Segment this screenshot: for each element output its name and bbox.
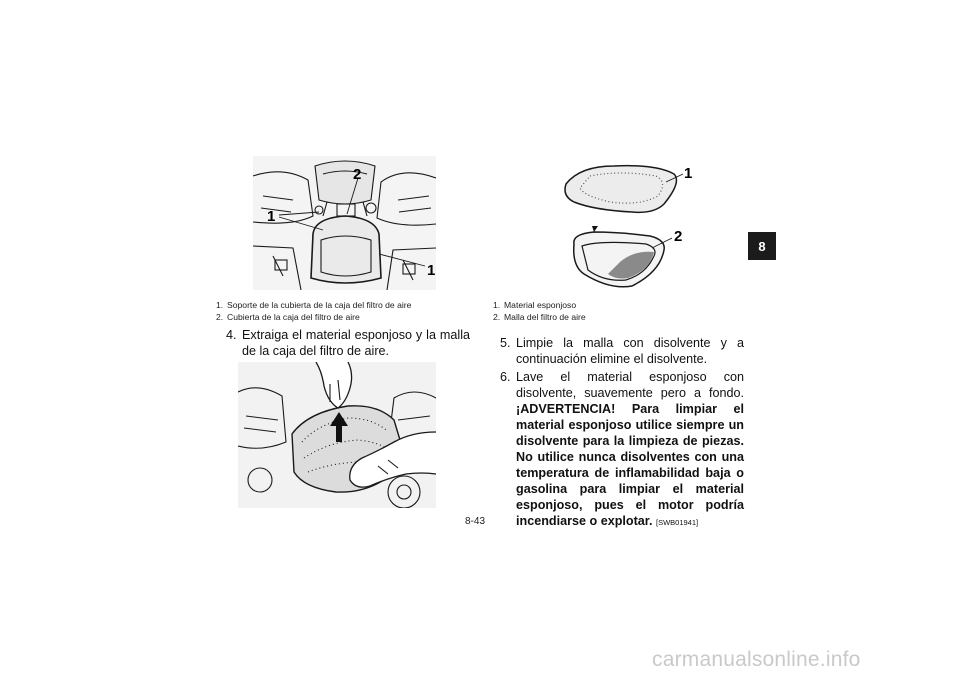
chapter-tab: 8 bbox=[748, 232, 776, 260]
figure-air-filter-case-cover bbox=[253, 156, 436, 290]
step-5: 5. Limpie la malla con disolvente y a continuación elimine el disolvente. bbox=[500, 336, 744, 366]
caption-item: 2. Cubierta de la caja del filtro de aire bbox=[216, 312, 360, 322]
step-4: 4. Extraiga el material esponjoso y la malla de la caja del filtro de aire. bbox=[226, 328, 470, 358]
page-number: 8-43 bbox=[465, 516, 486, 527]
figure-sponge-and-mesh bbox=[560, 162, 700, 292]
warning-text: ¡ADVERTENCIA! Para limpiar el material esponjoso utilice siempre un disolvente para la limpieza de piezas. No utilice nunca disolventes con una temperatura de inflamabilidad baja o gasolina para limpiar el material esponjoso, pues el motor podría incendiarse o explotar. bbox=[516, 402, 744, 528]
callout-1-right: 1 bbox=[427, 262, 436, 279]
figure-left-caption bbox=[216, 299, 486, 323]
figure-right-caption bbox=[493, 299, 743, 323]
caption-item: 2. Malla del filtro de aire bbox=[493, 312, 586, 322]
warning-code: [SWB01941] bbox=[655, 518, 699, 527]
figure-remove-sponge bbox=[238, 362, 436, 508]
watermark: carmanualsonline.info bbox=[652, 648, 861, 671]
callout-1: 1 bbox=[684, 165, 693, 182]
step-6: 6. Lave el material esponjoso con disolvente, suavemente pero a fondo. ¡ADVERTENCIA! Para limpiar el material esponjoso utilice siempre un disolvente para la limpieza de piezas. No utilice nunca disolventes con una temperatura de inflamabilidad baja o gasolina para limpiar el material esponjoso, pues el motor podría incendiarse o explotar. [SWB01941] bbox=[500, 370, 744, 528]
callout-1-left: 1 bbox=[267, 208, 276, 225]
callout-2: 2 bbox=[353, 166, 362, 183]
caption-item: 1. Material esponjoso bbox=[493, 300, 577, 310]
caption-item: 1. Soporte de la cubierta de la caja del filtro de aire bbox=[216, 300, 412, 310]
callout-2: 2 bbox=[674, 228, 683, 245]
